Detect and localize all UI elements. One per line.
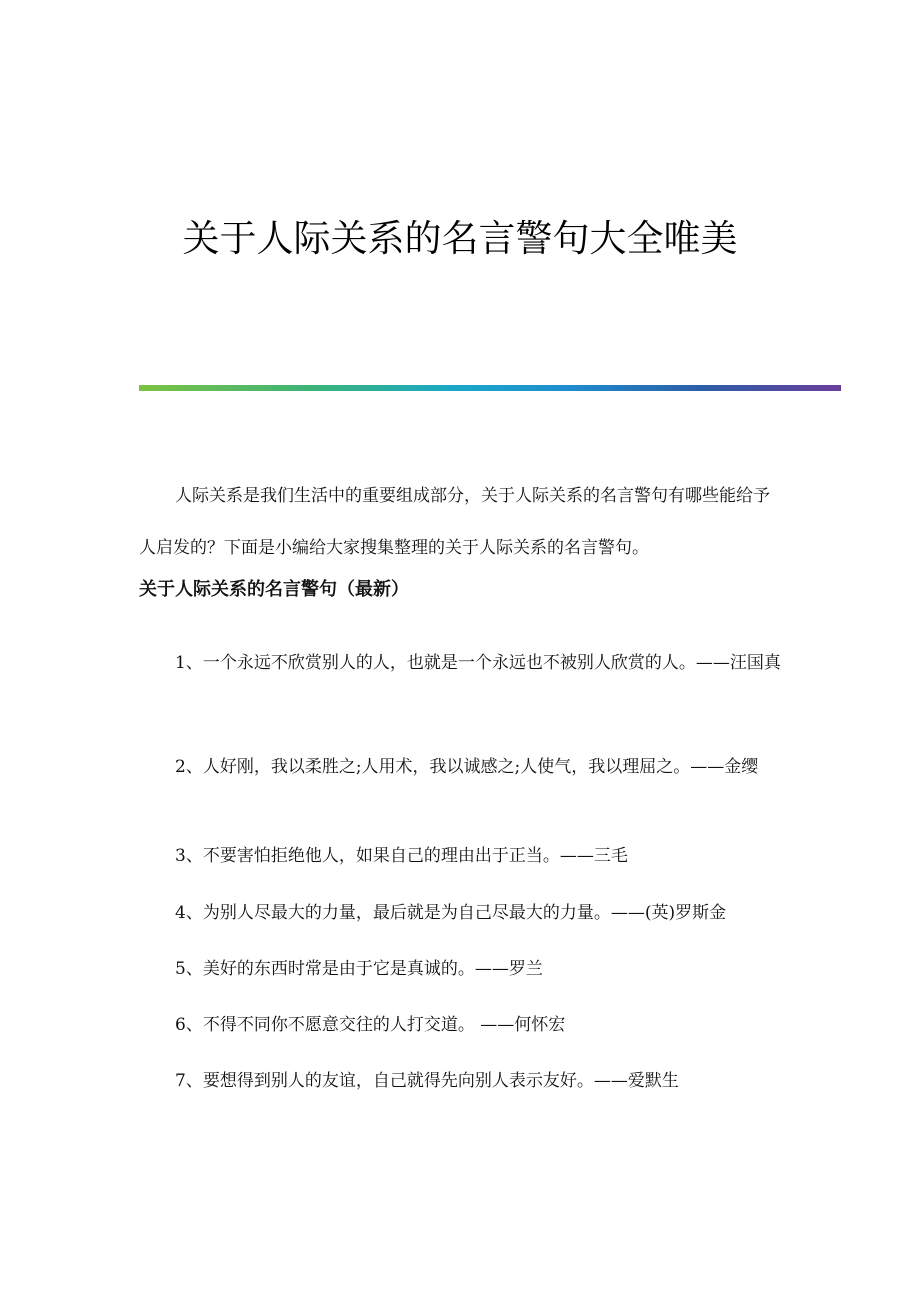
quote-item-3: 3、不要害怕拒绝他人，如果自己的理由出于正当。——三毛 <box>175 846 628 866</box>
title-divider-rule <box>139 385 841 391</box>
quote-item-4: 4、为别人尽最大的力量，最后就是为自己尽最大的力量。——(英)罗斯金 <box>175 903 727 923</box>
quote-item-6: 6、不得不同你不愿意交往的人打交道。 ——何怀宏 <box>175 1015 566 1035</box>
quote-item-1: 1、一个永远不欣赏别人的人，也就是一个永远也不被别人欣赏的人。——汪国真 <box>175 653 781 673</box>
document-title: 关于人际关系的名言警句大全唯美 <box>182 217 738 260</box>
quote-item-2: 2、人好刚，我以柔胜之;人用术，我以诚感之;人使气，我以理屈之。——金缨 <box>175 757 759 777</box>
quote-item-5: 5、美好的东西时常是由于它是真诚的。——罗兰 <box>175 959 543 979</box>
quote-item-7: 7、要想得到别人的友谊，自己就得先向别人表示友好。——爱默生 <box>175 1071 679 1091</box>
section-heading: 关于人际关系的名言警句（最新） <box>139 579 409 600</box>
intro-paragraph: 人际关系是我们生活中的重要组成部分，关于人际关系的名言警句有哪些能给予人启发的？下面是小编给大家搜集整理的关于人际关系的名言警句。 <box>139 486 770 558</box>
